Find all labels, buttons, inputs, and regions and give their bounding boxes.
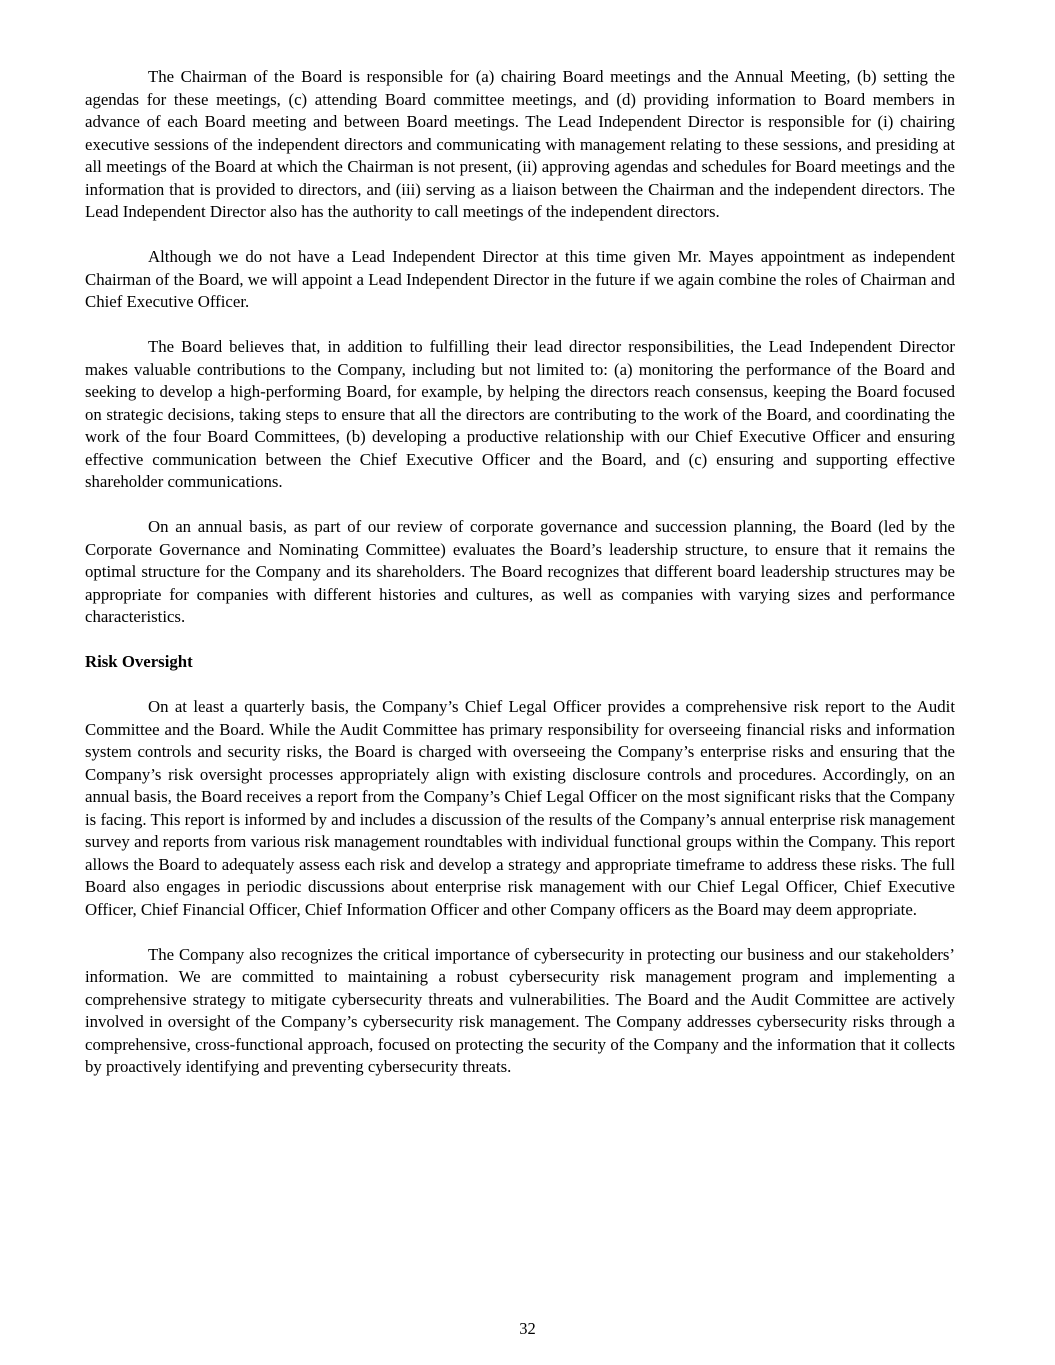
page-number: 32: [519, 1319, 536, 1338]
paragraph-lead-independent-director-status: Although we do not have a Lead Independent Director at this time given Mr. Mayes appointment as independent Chairman of the Board, we will appoint a Lead Independent Director in the future if we again combine the roles of Chairman and Chief Executive Officer.: [85, 247, 955, 311]
paragraph-chairman-responsibilities: The Chairman of the Board is responsible for (a) chairing Board meetings and the Annual Meeting, (b) setting the agendas for these meetings, (c) attending Board committee meetings, and (d) providing information to Board members in advance of each Board meeting and between Board meetings. The Lead Independent Director is responsible for (i) chairing executive sessions of the independent directors and communicating with management relating to these sessions, and presiding at all meetings of the Board at which the Chairman is not present, (ii) approving agendas and schedules for Board meetings and the information that is provided to directors, and (iii) serving as a liaison between the Chairman and the independent directors. The Lead Independent Director also has the authority to call meetings of the independent directors.: [85, 67, 955, 221]
document-body: [85, 66, 955, 1079]
section-heading-risk-oversight: Risk Oversight: [85, 652, 193, 671]
paragraph-cybersecurity: The Company also recognizes the critical importance of cybersecurity in protecting our business and our stakeholders’ information. We are committed to maintaining a robust cybersecurity risk management program and implementing a comprehensive strategy to mitigate cybersecurity threats and vulnerabilities. The Board and the Audit Committee are actively involved in oversight of the Company’s cybersecurity risk management. The Company addresses cybersecurity risks through a comprehensive, cross-functional approach, focused on protecting the security of the Company and the information that it collects by proactively identifying and preventing cybersecurity threats.: [85, 944, 955, 1076]
paragraph-risk-report: On at least a quarterly basis, the Company’s Chief Legal Officer provides a comprehensive risk report to the Audit Committee and the Board. While the Audit Committee has primary responsibility for overseeing financial risks and information system controls and security risks, the Board is charged with overseeing the Company’s enterprise risks and ensuring that the Company’s risk oversight processes appropriately align with existing disclosure controls and procedures. Accordingly, on an annual basis, the Board receives a report from the Company’s Chief Legal Officer on the most significant risks that the Company is facing. This report is informed by and includes a discussion of the results of the Company’s annual enterprise risk management survey and reports from various risk management roundtables with individual functional groups within the Company. This report allows the Board to adequately assess each risk and develop a strategy and appropriate timeframe to address these risks. The full Board also engages in periodic discussions about enterprise risk management with our Chief Legal Officer, Chief Executive Officer, Chief Financial Officer, Chief Information Officer and other Company officers as the Board may deem appropriate.: [85, 697, 955, 919]
paragraph-annual-leadership-review: On an annual basis, as part of our review of corporate governance and succession planning, the Board (led by the Corporate Governance and Nominating Committee) evaluates the Board’s leadership structure, to ensure that it remains the optimal structure for the Company and its shareholders. The Board recognizes that different board leadership structures may be appropriate for companies with different histories and cultures, as well as companies with varying sizes and performance characteristics.: [85, 517, 955, 626]
paragraph-lead-director-contributions: The Board believes that, in addition to fulfilling their lead director responsibilities, the Lead Independent Director makes valuable contributions to the Company, including but not limited to: (a) monitoring the performance of the Board and seeking to develop a high-performing Board, for example, by helping the directors reach consensus, keeping the Board focused on strategic decisions, taking steps to ensure that all the directors are contributing to the work of the Board, and coordinating the work of the four Board Committees, (b) developing a productive relationship with our Chief Executive Officer and ensuring effective communication between the Chief Executive Officer and the Board, and (c) ensuring and supporting effective shareholder communications.: [85, 337, 955, 491]
